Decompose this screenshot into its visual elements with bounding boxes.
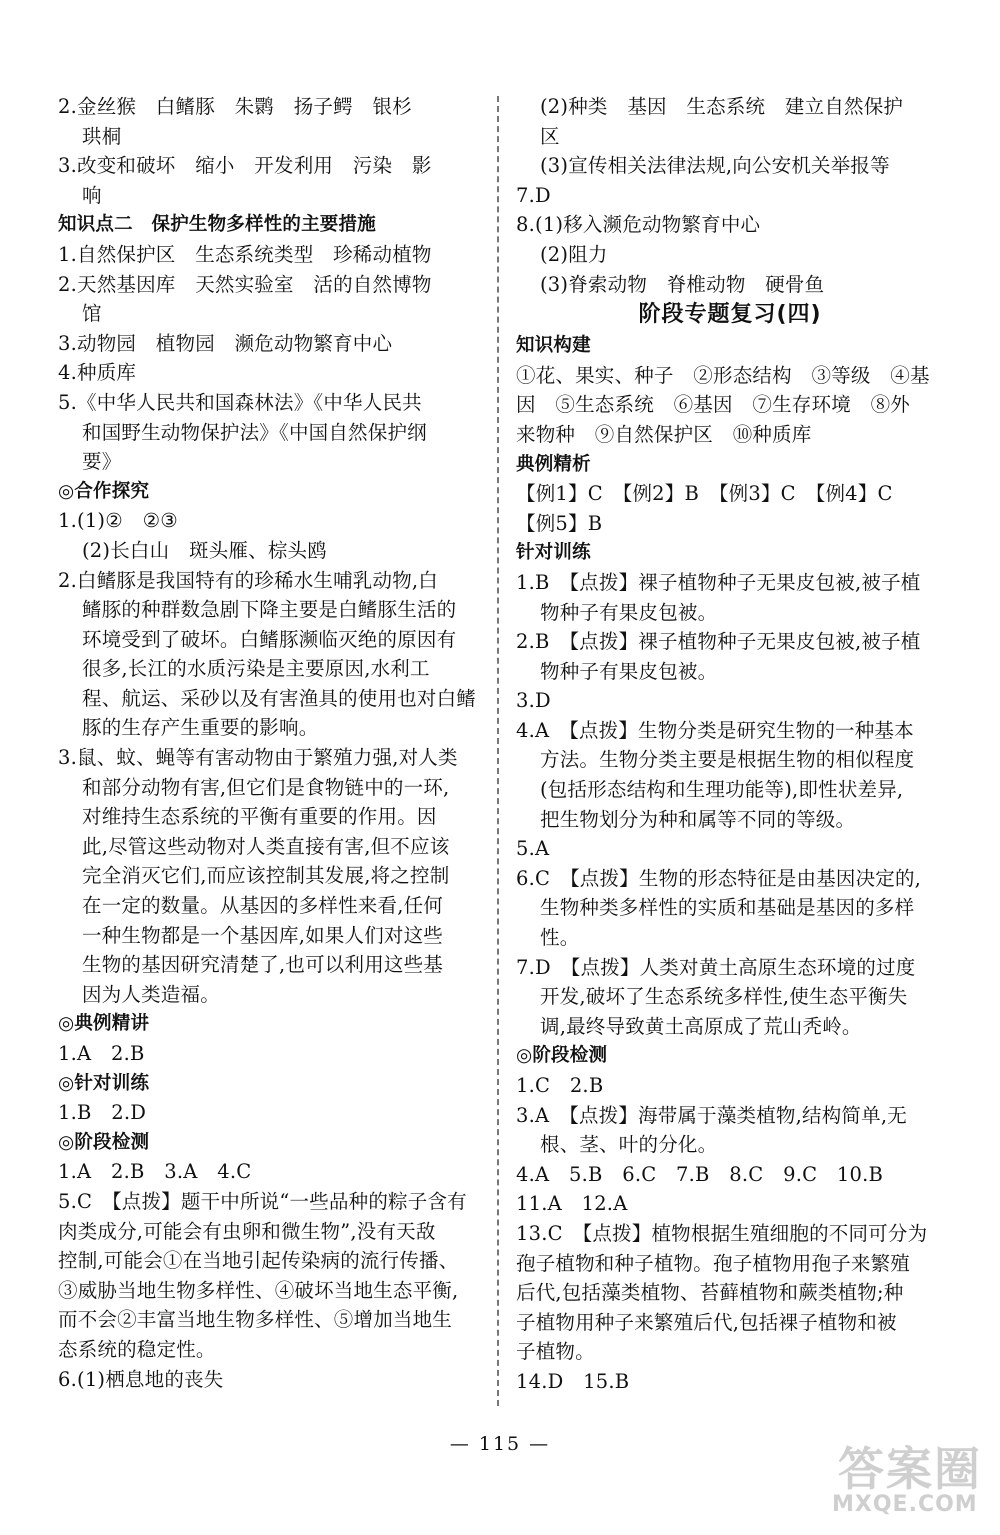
text-line: 5.C 【点拨】题干中所说“一些品种的粽子含有: [58, 1189, 467, 1213]
text-line: 1.自然保护区 生态系统类型 珍稀动植物: [58, 242, 432, 266]
text-line: 在一定的数量。从基因的多样性来看,任何: [82, 894, 443, 918]
text-line: ①花、果实、种子 ②形态结构 ③等级 ④基: [516, 363, 930, 387]
section-heading: ◎阶段检测: [516, 1045, 608, 1067]
text-line: (3)宣传相关法律法规,向公安机关举报等: [540, 154, 890, 178]
text-line: 把生物划分为种和属等不同的等级。: [540, 807, 856, 831]
text-line: 子植物用种子来繁殖后代,包括裸子植物和被: [516, 1310, 897, 1334]
text-line: 环境受到了破坏。白鳍豚濒临灭绝的原因有: [82, 627, 457, 651]
section-heading: ◎合作探究: [58, 480, 150, 502]
text-line: 馆: [82, 302, 102, 326]
text-line: 孢子植物和种子植物。孢子植物用孢子来繁殖: [516, 1251, 911, 1275]
text-line: 性。: [540, 926, 580, 950]
text-line: 1.A 2.B 3.A 4.C: [58, 1160, 252, 1184]
text-line: 区: [540, 124, 560, 148]
text-line: 鳍豚的种群数急剧下降主要是白鳍豚生活的: [82, 598, 457, 622]
section-title: 阶段专题复习(四): [638, 302, 822, 328]
text-line: 6.(1)栖息地的丧失: [58, 1367, 224, 1391]
text-line: ③威胁当地生物多样性、④破坏当地生态平衡,: [58, 1278, 459, 1302]
text-line: 生物的基因研究清楚了,也可以利用这些基: [82, 953, 443, 977]
text-line: 肉类成分,可能会有虫卵和微生物”,没有天敌: [58, 1219, 436, 1243]
text-line: 物种子有果皮包被。: [540, 600, 718, 624]
watermark-url: MXQE.COM: [832, 1492, 978, 1517]
text-line: 2.金丝猴 白鳍豚 朱鹮 扬子鳄 银杉: [58, 95, 412, 118]
text-line: (3)脊索动物 脊椎动物 硬骨鱼: [540, 272, 825, 296]
text-line: 4.A 【点拨】生物分类是研究生物的一种基本: [516, 718, 914, 742]
text-line: 生物种类多样性的实质和基础是基因的多样: [540, 896, 915, 920]
text-line: 后代,包括藻类植物、苔藓植物和蕨类植物;种: [516, 1281, 904, 1305]
text-line: 7.D: [516, 183, 551, 207]
text-line: 一种生物都是一个基因库,如果人们对这些: [82, 923, 443, 947]
text-line: 和国野生动物保护法》《中国自然保护纲: [82, 420, 427, 444]
text-line: 根、茎、叶的分化。: [540, 1133, 718, 1157]
text-line: 控制,可能会①在当地引起传染病的流行传播、: [58, 1249, 459, 1273]
text-line: 物种子有果皮包被。: [540, 659, 718, 683]
text-line: (2)种类 基因 生态系统 建立自然保护: [540, 95, 904, 118]
text-line: 响: [82, 183, 102, 207]
text-line: 【例5】B: [516, 511, 603, 535]
text-line: 1.C 2.B: [516, 1074, 604, 1097]
column-divider: [497, 96, 499, 1406]
text-line: 8.(1)移入濒危动物繁育中心: [516, 213, 761, 237]
text-line: 子植物。: [516, 1340, 595, 1364]
text-line: 态系统的稳定性。: [58, 1337, 216, 1361]
text-line: 3.动物园 植物园 濒危动物繁育中心: [58, 331, 393, 355]
text-line: 13.C 【点拨】植物根据生殖细胞的不同可分为: [516, 1221, 928, 1245]
text-line: 和部分动物有害,但它们是食物链中的一环,: [82, 775, 450, 799]
text-line: 4.种质库: [58, 361, 137, 385]
text-line: 7.D 【点拨】人类对黄土高原生态环境的过度: [516, 955, 916, 979]
section-heading: ◎阶段检测: [58, 1131, 150, 1153]
text-line: 对维持生态系统的平衡有重要的作用。因: [82, 805, 437, 829]
text-line: 14.D 15.B: [516, 1369, 630, 1393]
text-line: 3.A 【点拨】海带属于藻类植物,结构简单,无: [516, 1103, 907, 1127]
text-line: 调,最终导致黄土高原成了荒山秃岭。: [540, 1014, 862, 1038]
section-heading: 知识构建: [516, 335, 591, 357]
text-line: 5.A: [516, 837, 550, 861]
watermark-logo: [828, 1433, 988, 1517]
section-heading: 针对训练: [516, 542, 591, 564]
section-heading: ◎典例精讲: [58, 1013, 150, 1035]
text-line: 4.A 5.B 6.C 7.B 8.C 9.C 10.B: [516, 1162, 884, 1186]
left-column: [58, 92, 482, 1394]
text-line: 3.D: [516, 689, 551, 713]
text-line: 要》: [82, 450, 122, 474]
section-heading: ◎针对训练: [58, 1072, 150, 1094]
text-line: 1.A 2.B: [58, 1042, 145, 1065]
text-line: 2.天然基因库 天然实验室 活的自然博物: [58, 272, 432, 296]
text-line: 11.A 12.A: [516, 1192, 628, 1216]
text-line: 来物种 ⑨自然保护区 ⑩种质库: [516, 422, 812, 446]
text-line: 方法。生物分类主要是根据生物的相似程度: [540, 748, 915, 772]
text-line: (2)长白山 斑头雁、棕头鸥: [82, 538, 327, 562]
text-line: 很多,长江的水质污染是主要原因,水利工: [82, 657, 430, 681]
text-line: 因为人类造福。: [82, 982, 220, 1006]
text-line: 3.鼠、蚊、蝇等有害动物由于繁殖力强,对人类: [58, 746, 458, 770]
text-line: 5.《中华人民共和国森林法》《中华人民共: [58, 390, 422, 414]
text-line: 而不会②丰富当地生物多样性、⑤增加当地生: [58, 1308, 453, 1332]
text-line: 此,尽管这些动物对人类直接有害,但不应该: [82, 834, 450, 858]
text-line: 豚的生存产生重要的影响。: [82, 716, 319, 740]
text-line: 【例1】C 【例2】B 【例3】C 【例4】C: [516, 482, 893, 506]
page-number: — 115 —: [449, 1433, 551, 1455]
text-line: (包括形态结构和生理功能等),即性状差异,: [540, 778, 904, 802]
section-heading: 知识点二 保护生物多样性的主要措施: [58, 214, 376, 236]
section-heading: 典例精析: [516, 453, 591, 475]
text-line: 1.B 【点拨】裸子植物种子无果皮包被,被子植: [516, 570, 921, 594]
text-line: 2.B 【点拨】裸子植物种子无果皮包被,被子植: [516, 630, 921, 654]
text-line: 程、航运、采砂以及有害渔具的使用也对白鳍: [82, 686, 477, 710]
text-line: 2.白鳍豚是我国特有的珍稀水生哺乳动物,白: [58, 568, 439, 592]
text-line: 珙桐: [82, 124, 122, 148]
text-line: 3.改变和破坏 缩小 开发利用 污染 影: [58, 154, 432, 178]
right-column: [516, 92, 944, 1397]
watermark-text: 答案圈: [838, 1442, 982, 1496]
text-line: 6.C 【点拨】生物的形态特征是由基因决定的,: [516, 866, 922, 890]
text-line: 1.(1)② ②③: [58, 509, 178, 533]
text-line: 完全消灭它们,而应该控制其发展,将之控制: [82, 864, 450, 888]
text-line: 1.B 2.D: [58, 1101, 147, 1125]
text-line: (2)阻力: [540, 242, 608, 266]
text-line: 开发,破坏了生态系统多样性,使生态平衡失: [540, 985, 908, 1009]
text-line: 因 ⑤生态系统 ⑥基因 ⑦生存环境 ⑧外: [516, 393, 911, 417]
